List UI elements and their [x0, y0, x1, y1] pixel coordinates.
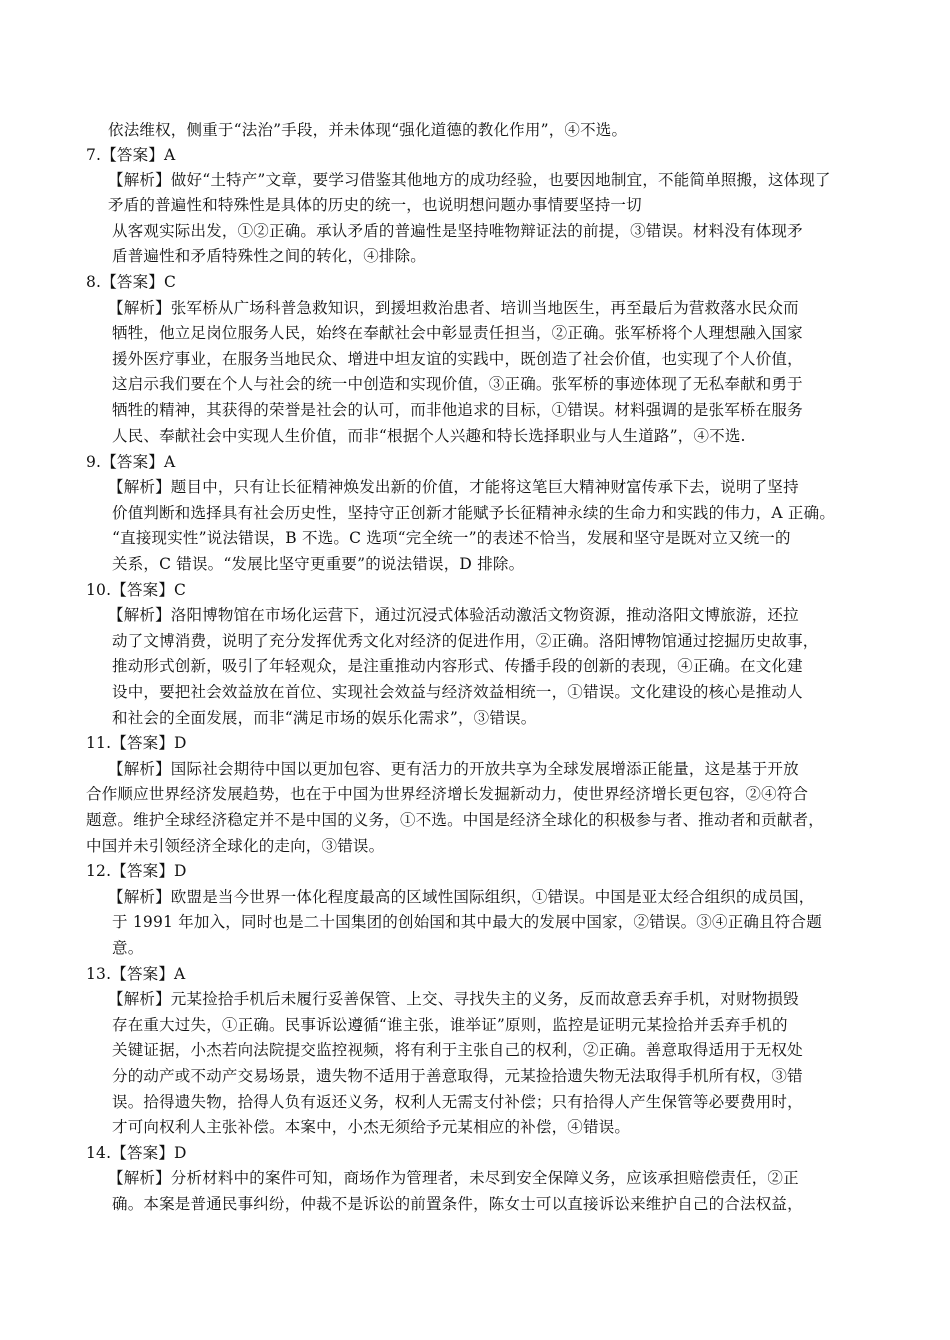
text-line: 矛盾的普遍性和特殊性是具体的历史的统一，也说明想问题办事情要坚持一切	[108, 196, 642, 214]
text-line: 存在重大过失，①正确。民事诉讼遵循“谁主张，谁举证”原则，监控是证明元某捡拾并丢弃手机的	[112, 1016, 788, 1034]
text-line: 才可向权利人主张补偿。本案中，小杰无须给予元某相应的补偿，④错误。	[112, 1118, 631, 1136]
text-line: 【解析】分析材料中的案件可知，商场作为管理者，未尽到安全保障义务，应该承担赔偿责任，②正	[108, 1169, 799, 1187]
text-line: 意。	[112, 939, 144, 957]
text-line: 关系，C 错误。“发展比坚守更重要”的说法错误，D 排除。	[112, 555, 525, 573]
text-line: 推动形式创新，吸引了年轻观众，是注重推动内容形式、传播手段的创新的表现，④正确。在文化建	[112, 657, 803, 675]
answer-line: 8.【答案】C	[86, 273, 177, 291]
answer-line: 14.【答案】D	[86, 1144, 187, 1162]
text-line: 【解析】洛阳博物馆在市场化运营下，通过沉浸式体验活动激活文物资源，推动洛阳文博旅游，还拉	[108, 606, 799, 624]
text-line: 于 1991 年加入，同时也是二十国集团的创始国和其中最大的发展中国家，②错误。③④正确且符合题	[112, 913, 822, 931]
answer-line: 10.【答案】C	[86, 581, 187, 599]
text-line: 价值判断和选择具有社会历史性，坚持守正创新才能赋予长征精神永续的生命力和实践的伟力，A 正确。	[112, 504, 836, 522]
text-line: 【解析】题目中，只有让长征精神焕发出新的价值，才能将这笔巨大精神财富传承下去，说明了坚持	[108, 478, 799, 496]
text-line: 分的动产或不动产交易场景，遗失物不适用于善意取得，元某捡拾遗失物无法取得手机所有权，③错	[112, 1067, 803, 1085]
text-line: “直接现实性”说法错误，B 不选。C 选项“完全统一”的表述不恰当，发展和坚守是既对立又统一的	[112, 529, 791, 547]
text-line: 中国并未引领经济全球化的走向，③错误。	[86, 837, 385, 855]
answer-line: 9.【答案】A	[86, 453, 176, 471]
text-line: 【解析】欧盟是当今世界一体化程度最高的区域性国际组织，①错误。中国是亚太经合组织的成员国，	[108, 888, 815, 906]
text-line: 设中，要把社会效益放在首位、实现社会效益与经济效益相统一，①错误。文化建设的核心是推动人	[112, 683, 803, 701]
text-line: 【解析】张军桥从广场科普急救知识，到援坦救治患者、培训当地医生，再至最后为营救落水民众而	[108, 299, 799, 317]
text-line: 题意。维护全球经济稳定并不是中国的义务，①不选。中国是经济全球化的积极参与者、推动者和贡献者，	[86, 811, 824, 829]
text-line: 动了文博消费，说明了充分发挥优秀文化对经济的促进作用，②正确。洛阳博物馆通过挖掘历史故事，	[112, 632, 819, 650]
answer-line: 11.【答案】D	[86, 734, 187, 752]
text-line: 【解析】元某捡拾手机后未履行妥善保管、上交、寻找失主的义务，反而故意丢弃手机，对财物损毁	[108, 990, 799, 1008]
text-line: 牺牲，他立足岗位服务人民，始终在奉献社会中彰显责任担当，②正确。张军桥将个人理想融入国家	[112, 324, 803, 342]
text-line: 【解析】国际社会期待中国以更加包容、更有活力的开放共享为全球发展增添正能量，这是基于开放	[108, 760, 799, 778]
text-line: 依法维权，侧重于“法治”手段，并未体现“强化道德的教化作用”，④不选。	[108, 121, 628, 139]
answer-line: 7.【答案】A	[86, 146, 176, 164]
text-line: 盾普遍性和矛盾特殊性之间的转化，④排除。	[112, 247, 427, 265]
text-line: 牺牲的精神，其获得的荣誉是社会的认可，而非他追求的目标，①错误。材料强调的是张军桥在服务	[112, 401, 803, 419]
text-line: 合作顺应世界经济发展趋势，也在于中国为世界经济增长发掘新动力，使世界经济增长更包容，②④符合	[86, 785, 809, 803]
text-line: 这启示我们要在个人与社会的统一中创造和实现价值，③正确。张军桥的事迹体现了无私奉献和勇于	[112, 375, 803, 393]
answer-line: 12.【答案】D	[86, 862, 187, 880]
text-line: 从客观实际出发，①②正确。承认矛盾的普遍性是坚持唯物辩证法的前提，③错误。材料没有体现矛	[112, 222, 803, 240]
text-line: 误。拾得遗失物，拾得人负有返还义务，权利人无需支付补偿；只有拾得人产生保管等必要费用时，	[112, 1093, 803, 1111]
answer-line: 13.【答案】A	[86, 965, 186, 983]
text-line: 确。本案是普通民事纠纷，仲裁不是诉讼的前置条件，陈女士可以直接诉讼来维护自己的合法权益，	[112, 1195, 803, 1213]
text-line: 和社会的全面发展，而非“满足市场的娱乐化需求”，③错误。	[112, 709, 537, 727]
text-line: 【解析】做好“土特产”文章，要学习借鉴其他地方的成功经验，也要因地制宜，不能简单照搬，这体现了	[108, 171, 831, 189]
text-line: 人民、奉献社会中实现人生价值，而非“根据个人兴趣和特长选择职业与人生道路”，④不选.	[112, 427, 746, 445]
text-line: 关键证据，小杰若向法院提交监控视频，将有利于主张自己的权利，②正确。善意取得适用于无权处	[112, 1041, 803, 1059]
text-line: 援外医疗事业，在服务当地民众、增进中坦友谊的实践中，既创造了社会价值，也实现了个人价值，	[112, 350, 803, 368]
